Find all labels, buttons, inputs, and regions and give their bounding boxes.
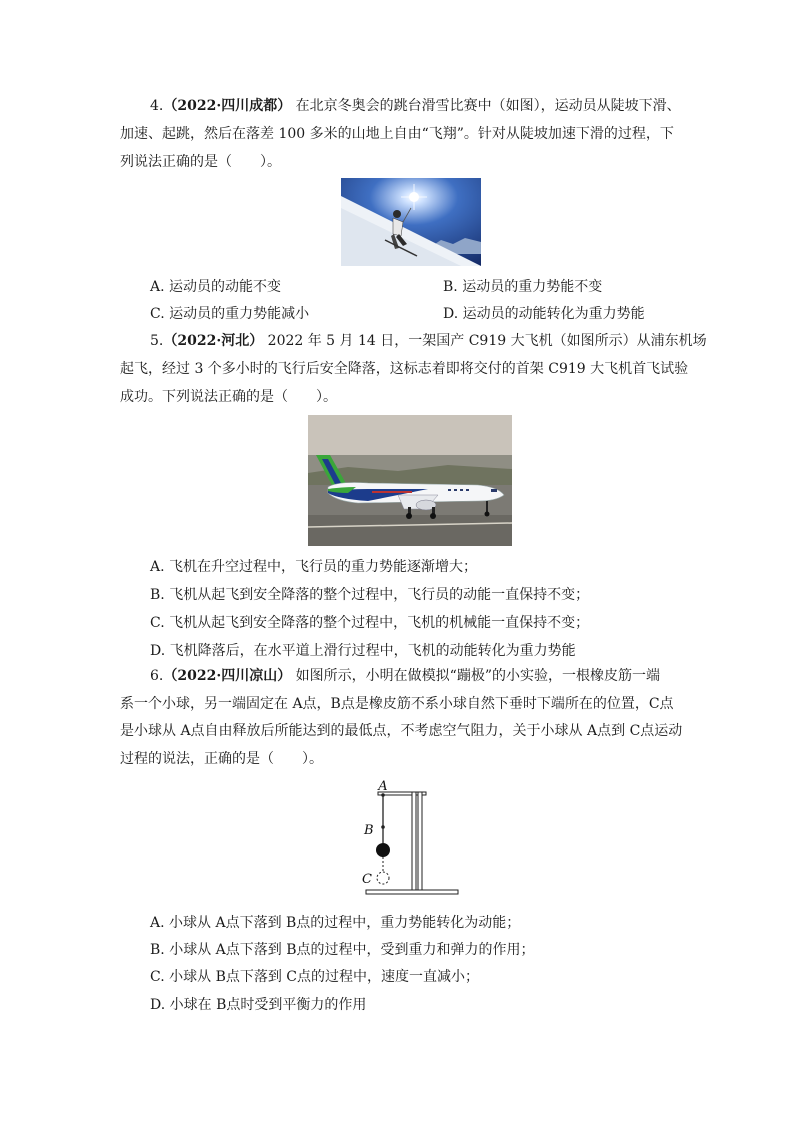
- q4-line2: 加速、起跳，然后在落差 100 多米的山地上自由“飞翔”。针对从陡坡加速下滑的过程，下: [120, 126, 674, 142]
- bungee-diagram: [356, 776, 466, 900]
- q4-text-1: 在北京冬奥会的跳台滑雪比赛中（如图），运动员从陡坡下滑、: [295, 98, 681, 114]
- q6-option-a: A. 小球从 A点下落到 B点的过程中，重力势能转化为动能；: [150, 915, 521, 931]
- label-c: C: [362, 872, 372, 887]
- q5-option-b: B. 飞机从起飞到安全降落的整个过程中，飞行员的动能一直保持不变；: [150, 587, 590, 603]
- q4-option-a: A. 运动员的动能不变: [150, 279, 282, 295]
- q5-line1: [150, 331, 707, 351]
- q6-number: 6.: [150, 668, 164, 684]
- q6-option-c: C. 小球从 B点下落到 C点的过程中，速度一直减小；: [150, 969, 480, 985]
- q5-line2: 起飞，经过 3 个多小时的飞行后安全降落，这标志着即将交付的首架 C919 大飞机首飞试验: [120, 361, 689, 377]
- q6-text-1: 如图所示，小明在做模拟“蹦极”的小实验，一根橡皮筋一端: [295, 668, 660, 684]
- q5-option-a: A. 飞机在升空过程中，飞行员的重力势能逐渐增大；: [150, 559, 478, 575]
- q5-option-d: D. 飞机降落后，在水平道上滑行过程中，飞机的动能转化为重力势能: [150, 643, 576, 659]
- q5-source: （2022·河北）: [163, 333, 264, 349]
- q6-source: （2022·四川凉山）: [163, 668, 292, 684]
- q4-source: （2022·四川成都）: [163, 98, 292, 114]
- q4-line3: 列说法正确的是（ ）。: [120, 154, 281, 170]
- q4-line1: [150, 96, 681, 116]
- q6-line4: 过程的说法，正确的是（ ）。: [120, 751, 323, 767]
- q5-option-c: C. 飞机从起飞到安全降落的整个过程中，飞机的机械能一直保持不变；: [150, 615, 590, 631]
- q5-number: 5.: [150, 333, 164, 349]
- q4-option-d: D. 运动员的动能转化为重力势能: [443, 306, 645, 322]
- q6-line3: 是小球从 A点自由释放后所能达到的最低点，不考虑空气阻力，关于小球从 A点到 C点运动: [120, 723, 683, 739]
- q4-option-c: C. 运动员的重力势能减小: [150, 306, 310, 322]
- q6-line2: 系一个小球，另一端固定在 A点，B点是橡皮筋不系小球自然下垂时下端所在的位置，C点: [120, 696, 674, 712]
- label-b: B: [364, 823, 374, 838]
- q5-text-1: 2022 年 5 月 14 日，一架国产 C919 大飞机（如图所示）从浦东机场: [267, 333, 707, 349]
- c919-plane-photo: [308, 415, 512, 546]
- q6-option-d: D. 小球在 B点时受到平衡力的作用: [150, 997, 367, 1013]
- q6-option-b: B. 小球从 A点下落到 B点的过程中，受到重力和弹力的作用；: [150, 942, 535, 958]
- q4-option-b: B. 运动员的重力势能不变: [443, 279, 603, 295]
- q4-number: 4.: [150, 98, 164, 114]
- label-a: A: [378, 779, 388, 794]
- ski-jump-photo: [341, 178, 481, 266]
- q5-line3: 成功。下列说法正确的是（ ）。: [120, 389, 337, 405]
- q6-line1: [150, 666, 660, 686]
